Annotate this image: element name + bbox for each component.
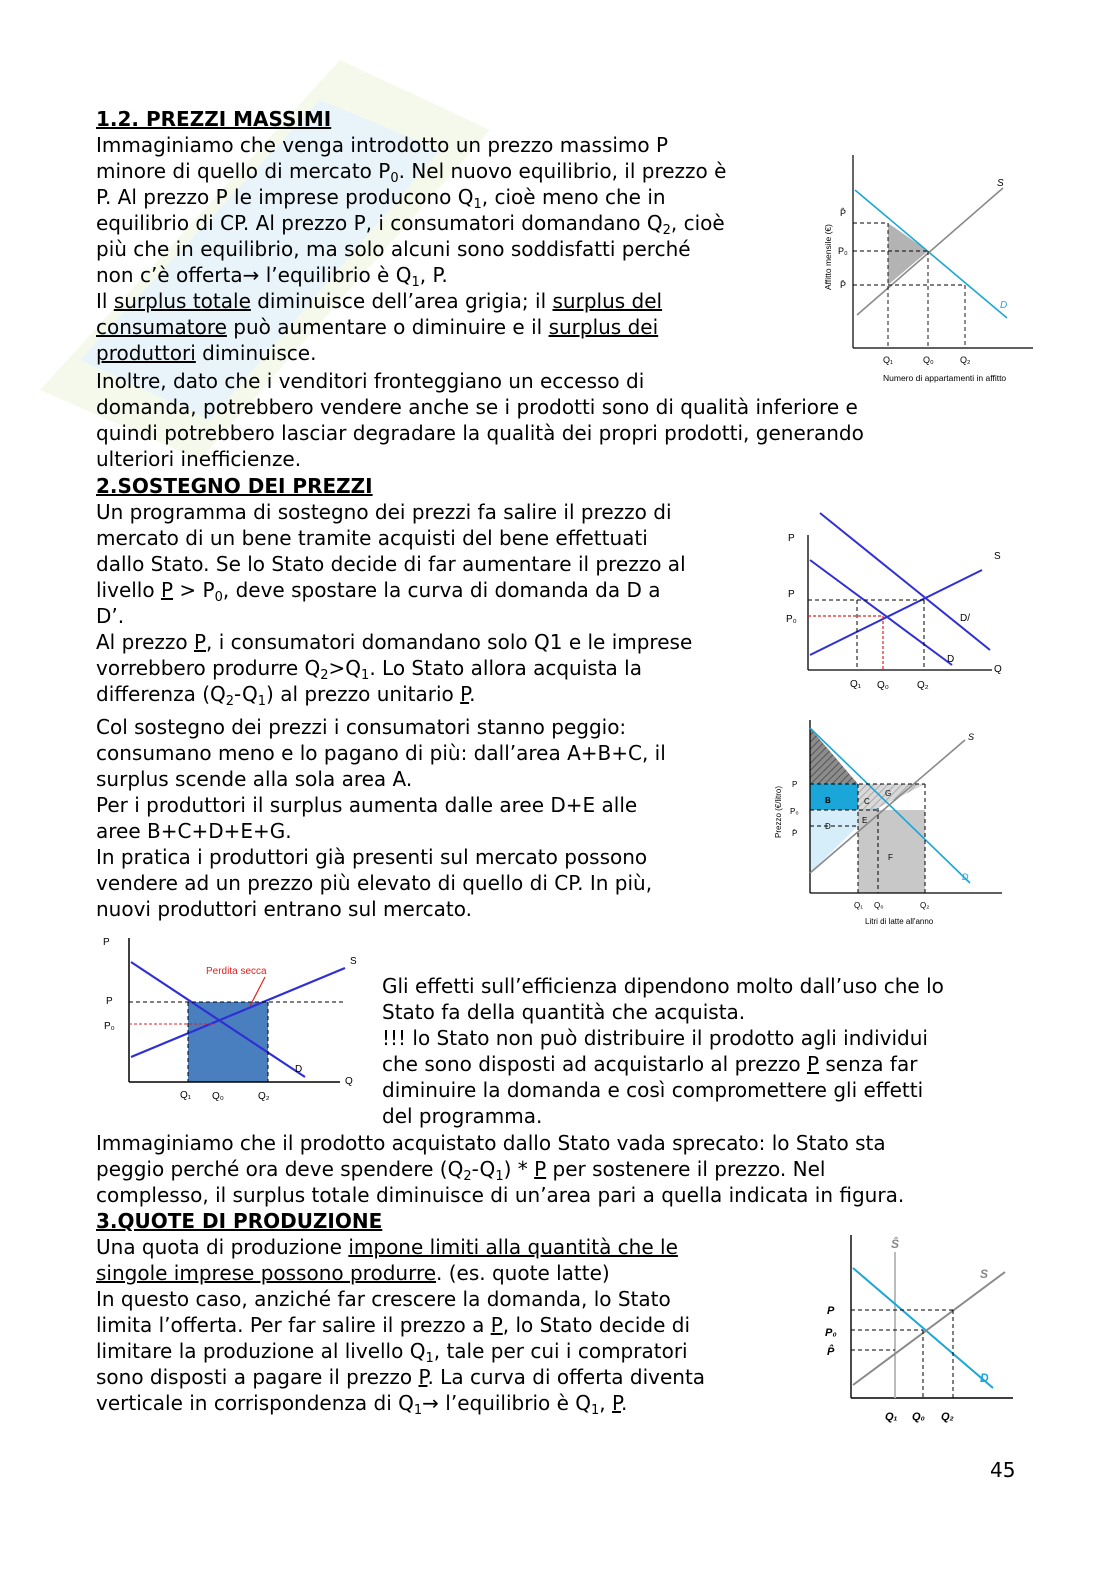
tick-x: Q₁ bbox=[850, 679, 862, 690]
area-label-f: F bbox=[888, 853, 893, 862]
paragraph-effetti-sostegno: Col sostegno dei prezzi i consumatori stanno peggio: consumano meno e lo pagano di più: dall’area A+B+C, il surplus scende alla sola area A. Per i produttori il surplus aumenta dalle aree D+E alle aree B+C+D+E+G. In pratica i produttori già presenti sul mercato possono vendere ad un prezzo più elevato di quello di CP. In più, nuovi produttori entrano sul mercato. bbox=[96, 715, 666, 921]
tick-y: P₀ bbox=[790, 807, 799, 816]
supply-label: S bbox=[980, 1267, 989, 1281]
tick-x: Q₂ bbox=[258, 1091, 270, 1102]
tick-y: P̂ bbox=[827, 1346, 835, 1358]
section-title: 2.SOSTEGNO DEI PREZZI bbox=[96, 474, 373, 498]
paragraph-inefficienze: Inoltre, dato che i venditori fronteggiano un eccesso di domanda, potrebbero vendere anche se i prodotti sono di qualità inferiore e quindi potrebbero lasciar degradare la qualità dei propri prodotti, generando ulteriori inefficienze. bbox=[96, 369, 864, 471]
tick-x: Q₀ bbox=[923, 355, 934, 365]
demand-line bbox=[810, 560, 955, 665]
tick-x: Q₀ bbox=[912, 1411, 925, 1423]
demand-label: D bbox=[1000, 300, 1008, 311]
demand-label: D bbox=[980, 1371, 989, 1385]
demand-label: D bbox=[295, 1064, 303, 1075]
demand-label: D bbox=[947, 654, 955, 665]
section-title: 3.QUOTE DI PRODUZIONE bbox=[96, 1209, 383, 1233]
arrow-icon: → bbox=[422, 1391, 439, 1415]
supply-label: S bbox=[997, 178, 1004, 189]
tick-y: P₀ bbox=[786, 614, 797, 625]
x-axis-label: Q bbox=[994, 664, 1002, 675]
demand-line bbox=[855, 190, 1007, 318]
tick-x: Q₂ bbox=[917, 680, 929, 691]
tick-y: P₀ bbox=[825, 1327, 837, 1339]
tick-x: Q₁ bbox=[885, 1411, 898, 1423]
supply-line bbox=[810, 570, 982, 655]
area-label-c: C bbox=[864, 797, 870, 806]
paragraph-spreco: Immaginiamo che il prodotto acquistato dallo Stato vada sprecato: lo Stato sta peggio perché ora deve spendere $(Q_2-Q_1)$ * P per sostenere il prezzo. Nel complesso, il surplus totale diminuisce di un’area pari a quella indicata in figura. bbox=[96, 1131, 905, 1207]
deadweight-area bbox=[888, 223, 928, 285]
area-label-b: B bbox=[825, 796, 831, 805]
tick-y: P bbox=[827, 1305, 835, 1317]
figure-prezzi-massimi bbox=[815, 150, 1040, 390]
paragraph-efficienza: Gli effetti sull’efficienza dipendono molto dall’uso che lo Stato fa della quantità che acquista. !!! lo Stato non può distribuire il prodotto agli individui che sono disposti ad acquistarlo al prezzo P senza far diminuire la domanda e così compromettere gli effetti del programma. bbox=[382, 974, 944, 1128]
tick-x: Q₁ bbox=[180, 1090, 192, 1101]
y-axis-label: P bbox=[788, 533, 795, 544]
figure-sostegno-prezzi bbox=[782, 505, 1007, 695]
tick-y: P bbox=[106, 996, 113, 1007]
supply-line bbox=[853, 1272, 1005, 1385]
x-axis-label: Q bbox=[345, 1076, 353, 1087]
x-axis-label: Numero di appartamenti in affitto bbox=[883, 373, 1007, 383]
page-number: 45 bbox=[990, 1458, 1016, 1482]
tick-y: P̂ bbox=[840, 208, 847, 218]
section-quote-produzione: 3.QUOTE DI PRODUZIONE Una quota di produzione impone limiti alla quantità che le singole imprese possono produrre. (es. quote latte) In questo caso, anziché far crescere la domanda, lo Stato limita l’offerta. Per far salire il prezzo a P, lo Stato decide di limitare la produzione al livello $Q_1$, tale per cui i compratori sono disposti a pagare il prezzo P. La curva di offerta diventa verticale in corrispondenza di $Q_1\to$ l’equilibrio è $Q_1$, P. bbox=[96, 1208, 796, 1416]
demand-label: D bbox=[962, 872, 969, 882]
paragraph: Immaginiamo che venga introdotto un prezzo massimo P bbox=[96, 133, 669, 157]
section-sostegno-prezzi: 2.SOSTEGNO DEI PREZZI Un programma di sostegno dei prezzi fa salire il prezzo di mercato di un bene tramite acquisti del bene effettuati dallo Stato. Se lo Stato decide di far aumentare il prezzo al livello $P > P_0$, deve spostare la curva di domanda da D a D’. Al prezzo P, i consumatori domandano solo Q1 e le imprese vorrebbero produrre $Q_2>Q_1$. Lo Stato allora acquista la differenza $(Q_2-Q_1)$ al prezzo unitario P. bbox=[96, 473, 776, 707]
area-label-d: D bbox=[825, 822, 831, 831]
tick-x: Q₁ bbox=[883, 355, 894, 365]
deadweight-loss-area bbox=[188, 1002, 268, 1082]
figure-quote-produzione bbox=[815, 1230, 1020, 1430]
area-b bbox=[810, 784, 858, 810]
tick-x: Q₁ bbox=[854, 901, 863, 910]
y-axis-label: Affitto mensile (€) bbox=[823, 224, 833, 290]
area-a bbox=[810, 728, 858, 784]
supply-quota-label: Ŝ bbox=[891, 1237, 900, 1251]
section-prezzi-massimi: 1.2. PREZZI MASSIMI Immaginiamo che venga introdotto un prezzo massimo P minore di quello di mercato $P_0$. Nel nuovo equilibrio, il prezzo è P. Al prezzo P le imprese producono $Q_1$, cioè meno che in equilibrio di CP. Al prezzo P, i consumatori domandano $Q_2$, cioè più che in equilibrio, ma solo alcuni sono soddisfatti perché non c’è offerta→ l’equilibrio è $Q_1$, P. Il surplus totale diminuisce dell’area grigia; il surplus del consumatore può aumentare o diminuire e il surplus dei produttori diminuisce. bbox=[96, 106, 816, 366]
tick-y: P̄ bbox=[792, 829, 798, 838]
figure-perdita-secca bbox=[100, 932, 365, 1110]
area-label-e: E bbox=[862, 816, 868, 825]
demand-shifted-label: D/ bbox=[960, 613, 970, 624]
tick-x: Q₂ bbox=[920, 901, 930, 910]
tick-y: P bbox=[792, 780, 798, 789]
tick-y: P₀ bbox=[838, 246, 848, 256]
tick-y: P bbox=[788, 589, 795, 600]
supply-label: S bbox=[350, 956, 357, 967]
supply-label: S bbox=[994, 551, 1001, 562]
arrow-icon: → bbox=[242, 263, 260, 287]
y-axis-label: P bbox=[103, 937, 110, 948]
tick-x: Q₀ bbox=[212, 1091, 224, 1102]
area-label-g: G bbox=[885, 789, 892, 798]
tick-x: Q₂ bbox=[960, 355, 971, 365]
tick-x: Q₀ bbox=[877, 680, 889, 691]
y-axis-label: Prezzo (€/litro) bbox=[774, 785, 783, 838]
x-axis-label: Litri di latte all'anno bbox=[865, 917, 934, 926]
tick-x: Q₂ bbox=[941, 1411, 954, 1423]
tick-y: P̄ bbox=[840, 280, 847, 290]
tick-x: Q₀ bbox=[874, 901, 884, 910]
area-d bbox=[810, 810, 858, 873]
supply-label: S bbox=[968, 732, 975, 742]
section-title: 1.2. PREZZI MASSIMI bbox=[96, 107, 332, 131]
annotation-perdita-secca: Perdita secca bbox=[206, 966, 267, 977]
figure-surplus-sostegno bbox=[770, 718, 1010, 930]
tick-y: P₀ bbox=[104, 1021, 115, 1032]
